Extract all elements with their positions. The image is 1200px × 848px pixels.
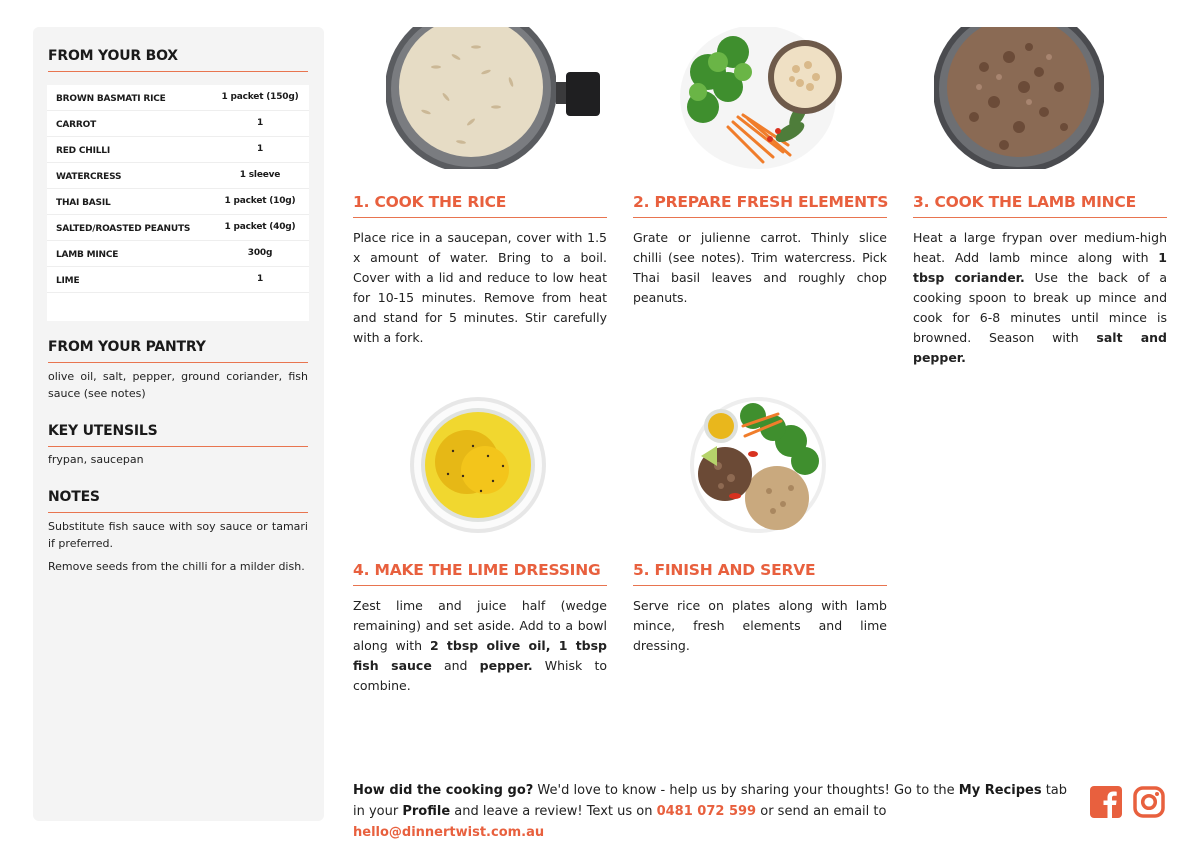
ingredient-qty: 1 xyxy=(256,144,264,154)
ingredient-name: RED CHILLI xyxy=(56,146,110,156)
table-row xyxy=(47,241,309,267)
step-text: Grate or julienne carrot. Thinly slice chilli (see notes). Trim watercress. Pick Thai basil leaves and roughly chop peanuts. xyxy=(633,230,887,305)
pantry-heading: FROM YOUR PANTRY xyxy=(48,339,308,363)
ingredient-name: LAMB MINCE xyxy=(56,250,119,260)
step-body xyxy=(353,596,607,696)
email-link[interactable]: hello@dinnertwist.com.au xyxy=(353,825,545,840)
ingredient-qty: 300g xyxy=(247,248,273,258)
ingredient-name: LIME xyxy=(56,276,80,286)
note-item: Remove seeds from the chilli for a milder dish. xyxy=(48,560,305,573)
step-title: 3. COOK THE LAMB MINCE xyxy=(913,193,1167,218)
ingredient-qty: 1 packet (40g) xyxy=(224,222,296,232)
my-recipes-link[interactable]: My Recipes xyxy=(958,783,1042,798)
step-text: Serve rice on plates along with lamb mince, fresh elements and lime dressing. xyxy=(633,598,887,653)
ingredient-qty: 1 packet (150g) xyxy=(221,92,299,102)
footer-text: or send an email to xyxy=(756,804,887,819)
feedback-footer xyxy=(353,780,1073,843)
pot-handle xyxy=(556,70,602,118)
ingredient-qty: 1 packet (10g) xyxy=(224,196,296,206)
step-text: Place rice in a saucepan, cover with 1.5 x amount of water. Bring to a boil. Cover with a lid and reduce to low heat for 10-15 minutes. Remove from heat and stand for 5 minutes. Stir carefully with a fork. xyxy=(353,230,607,345)
ingredient-name: CARROT xyxy=(56,120,97,130)
step-text: Zest lime and juice half (wedge remaining) and set aside. Add to a bowl along with xyxy=(353,598,607,653)
ingredient-qty: 1 xyxy=(256,274,264,284)
pantry-text: olive oil, salt, pepper, ground coriander, fish sauce (see notes) xyxy=(48,370,308,400)
instagram-icon[interactable] xyxy=(1133,786,1165,818)
footer-text: and leave a review! Text us on xyxy=(450,804,657,819)
step-title: 5. FINISH AND SERVE xyxy=(633,561,887,586)
lime-dressing-image xyxy=(393,396,563,538)
step-text-bold: 1 tbsp coriander. xyxy=(913,250,1167,285)
step-text-bold: pepper. xyxy=(479,658,533,673)
ingredient-qty: 1 xyxy=(256,118,264,128)
plated-dish-image xyxy=(673,396,843,538)
phone-link[interactable]: 0481 072 599 xyxy=(656,804,757,819)
step-text-bold: salt and pepper. xyxy=(913,330,1167,365)
table-row xyxy=(47,111,309,137)
ingredient-name: SALTED/ROASTED PEANUTS xyxy=(56,224,191,234)
box-heading: FROM YOUR BOX xyxy=(48,48,308,72)
note-item: Substitute fish sauce with soy sauce or tamari if preferred. xyxy=(48,520,308,550)
table-row xyxy=(47,163,309,189)
ingredients-table xyxy=(47,85,309,321)
notes-heading: NOTES xyxy=(48,489,308,513)
footer-question: How did the cooking go? xyxy=(353,783,534,798)
ingredient-name: THAI BASIL xyxy=(56,198,111,208)
step-text-bold: 2 tbsp olive oil, 1 tbsp fish sauce xyxy=(353,638,608,673)
lamb-mince-image xyxy=(934,27,1104,169)
utensils-text: frypan, saucepan xyxy=(48,453,144,466)
ingredient-qty: 1 sleeve xyxy=(239,170,281,180)
table-row xyxy=(47,137,309,163)
profile-link[interactable]: Profile xyxy=(402,804,451,819)
step-text: Whisk to combine. xyxy=(353,658,607,693)
table-row xyxy=(47,85,309,111)
step-body xyxy=(633,596,887,656)
footer-text: tab in your xyxy=(353,783,1068,819)
ingredient-name: BROWN BASMATI RICE xyxy=(56,94,166,104)
step-body xyxy=(913,228,1167,368)
facebook-icon[interactable] xyxy=(1090,786,1122,818)
step-title: 4. MAKE THE LIME DRESSING xyxy=(353,561,607,586)
step-text: Use the back of a cooking spoon to break up mince and cook for 6-8 minutes until mince is browned. Season with xyxy=(913,270,1167,345)
step-body xyxy=(633,228,887,308)
table-row xyxy=(47,215,309,241)
table-row xyxy=(47,267,309,293)
ingredient-name: WATERCRESS xyxy=(56,172,122,182)
step-title: 1. COOK THE RICE xyxy=(353,193,607,218)
rice-pot-image xyxy=(386,27,556,169)
step-text: and xyxy=(431,658,480,673)
footer-text: We'd love to know - help us by sharing your thoughts! Go to the xyxy=(533,783,959,798)
utensils-heading: KEY UTENSILS xyxy=(48,423,308,447)
sidebar xyxy=(33,27,324,821)
fresh-elements-image xyxy=(678,27,848,169)
step-title: 2. PREPARE FRESH ELEMENTS xyxy=(633,193,887,218)
step-text: Heat a large frypan over medium-high heat. Add lamb mince along with xyxy=(913,230,1167,265)
step-body xyxy=(353,228,607,348)
table-row xyxy=(47,189,309,215)
